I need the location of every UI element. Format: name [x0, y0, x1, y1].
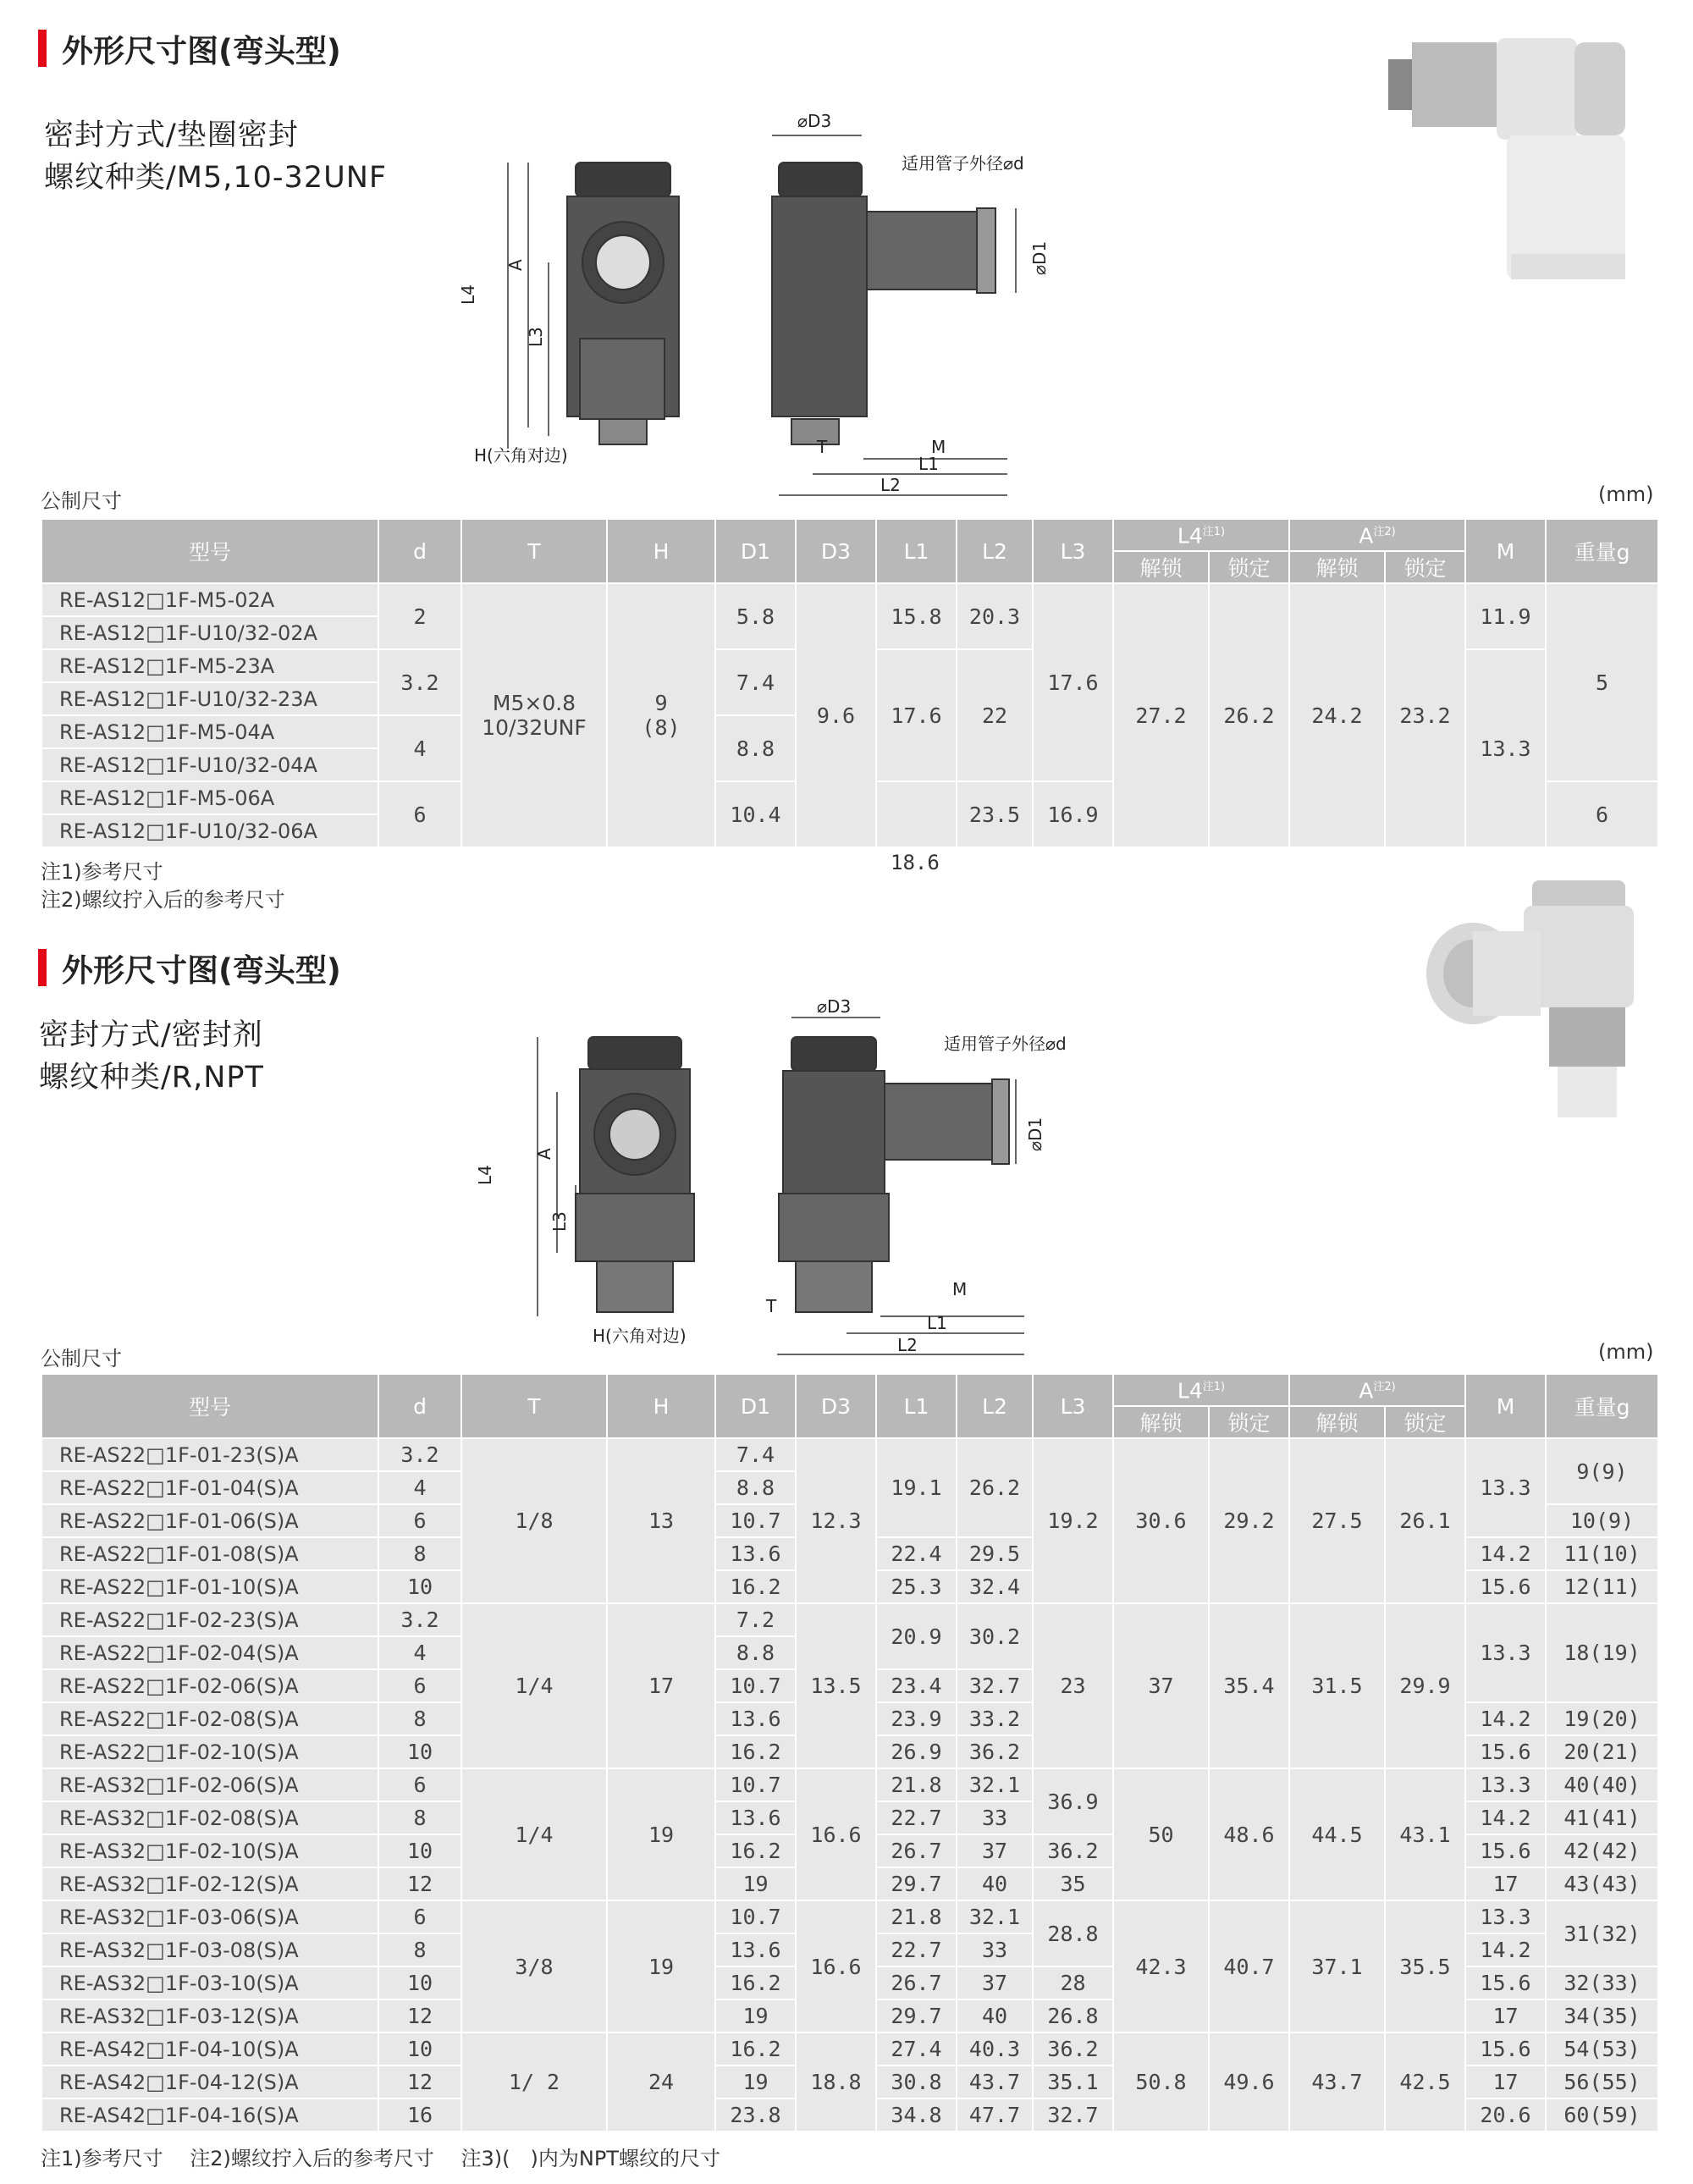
header-l4-lock: 锁定: [1209, 1406, 1289, 1438]
seal-method: 密封方式/密封剂: [39, 1018, 263, 1052]
section2-unit: (mm): [1598, 1340, 1654, 1364]
header-d3: D3: [796, 1374, 876, 1438]
label-l3: L3: [526, 327, 546, 347]
section2-product-photo: [1422, 872, 1659, 1126]
header-m: M: [1465, 519, 1546, 583]
label-h: H(六角对边): [474, 445, 568, 466]
header-l4: L4$^{注1)}$: [1113, 1374, 1289, 1406]
front-view: [508, 163, 679, 449]
label-a: A: [505, 259, 526, 271]
label-d1: ⌀D1: [1029, 240, 1050, 275]
label-l2: L2: [880, 475, 901, 495]
table-row: RE-AS12□1F-U10/32-23A: [41, 682, 378, 715]
header-l4-lock: 锁定: [1209, 551, 1289, 583]
label-d1: ⌀D1: [1025, 1117, 1045, 1151]
header-d1: D1: [715, 519, 796, 583]
header-l2: L2: [957, 1374, 1033, 1438]
side-view: [777, 1018, 1024, 1354]
table-row: RE-AS22□1F-01-10(S)A: [41, 1570, 378, 1603]
label-l1: L1: [927, 1313, 947, 1333]
header-model: 型号: [41, 1374, 378, 1438]
thread-type: 螺纹种类/M5,10-32UNF: [44, 161, 388, 195]
section1-title: 外形尺寸图(弯头型): [38, 25, 341, 71]
section1-table: 型号 d T H D1 D3 L1 L2 L3 L4$^{注1)}$ $A^{注2)}$ M 重量g 解锁 锁定 解锁 锁定 RE-AS12□1F-M5-02A 2 M5×0.8 10/32UNF 9 (8) 5.8 9.6 15.8 20.3 17.6 27.2 26.2 24.2 23.2 11.9 5 RE-AS12□1F-U10/32-02A RE-AS12□1F-M5-23A 3.2 7.4 17.6 22 13.3 RE-AS12□1F-U10/32-23A RE-AS12□1F-M5-04A 4 8.8 RE-AS12□1F-U10/32-04A RE-AS12□1F-M5-06A 6 10.4 23.5 16.9 6 RE-AS12□1F-U10/32-06A: [41, 518, 1659, 848]
table-row: RE-AS32□1F-02-10(S)A: [41, 1834, 378, 1867]
header-l4-unlock: 解锁: [1113, 1406, 1209, 1438]
label-l1: L1: [918, 454, 939, 474]
section1-unit-label: 公制尺寸: [41, 489, 122, 513]
section1-spec: [44, 114, 387, 199]
table-row: RE-AS12□1F-M5-06A: [41, 781, 378, 814]
label-l3: L3: [549, 1211, 570, 1232]
label-l4: L4: [458, 284, 478, 305]
table-row: RE-AS22□1F-02-08(S)A: [41, 1702, 378, 1735]
table-row: RE-AS12□1F-U10/32-04A: [41, 748, 378, 781]
table-row: RE-AS32□1F-03-10(S)A: [41, 1966, 378, 1999]
side-view: [772, 135, 1016, 495]
label-h: H(六角对边): [593, 1326, 687, 1346]
table-row: RE-AS22□1F-01-08(S)A: [41, 1537, 378, 1570]
table-row: RE-AS22□1F-01-04(S)A: [41, 1471, 378, 1504]
section1-product-photo: [1371, 25, 1659, 296]
header-weight: 重量g: [1546, 519, 1658, 583]
header-t: T: [461, 1374, 607, 1438]
note-2: 注2)螺纹拧入后的参考尺寸: [41, 888, 285, 912]
section2-spec: [39, 1014, 264, 1099]
table-row: RE-AS22□1F-01-06(S)A: [41, 1504, 378, 1537]
table-row: RE-AS42□1F-04-10(S)A: [41, 2032, 378, 2065]
header-model: 型号: [41, 519, 378, 583]
header-l2: L2: [957, 519, 1033, 583]
header-l4-unlock: 解锁: [1113, 551, 1209, 583]
table-row: RE-AS32□1F-03-08(S)A: [41, 1933, 378, 1966]
title-accent-bar: [38, 949, 47, 986]
section2-table: 型号 d T H D1 D3 L1 L2 L3 L4$^{注1)}$ $A^{注2)}$ M 重量g 解锁 锁定 解锁 锁定 RE-AS22□1F-01-23(S)A 3.2 1/8 13 7.4 12.3 19.1 26.2 19.2 30.6 29.2 27.5 26.1 13.3 9(9) RE-AS22□1F-01-04(S)A 4 8.8 RE-AS22□1F-01-06(S)A 6 10.7 10(9) RE-AS22□1F-01-08(S)A 8 13.6 22.4 29.5 14.2 11(10) RE-AS22□1F-01-10(S)A 10 16.2 25.3 32.4 15.6 12(11) RE-AS22□1F-02-23(S)A 3.2 1/4 17 7.2 13.5 20.9 30.2 23 37 35.4 31.5 29.9 13.3 18(19) RE-AS22□1F-02-04(S)A 4 8.8 RE-AS22□1F-02-06(S)A 6 10.7 23.4 32.7 RE-AS22□1F-02-08(S)A 8 13.6 23.9 33.2 14.2 19(20) RE-AS22□1F-02-10(S)A 10 16.2 26.9 36.2 15.6 20(21) RE-AS32□1F-02-06(S)A 6 1/4 19 10.7 16.6 21.8 32.1 36.9 50 48.6 44.5 43.1 13.3 40(40) RE-AS32□1F-02-08(S)A 8 13.6 22.7 33 14.2 41(41) RE-AS32□1F-02-10(S)A 10 16.2 26.7 37 36.2 15.6 42(42) RE-AS32□1F-02-12(S)A 12 19 29.7 40 35 17 43(43) RE-AS32□1F-03-06(S)A 6 3/8 19 10.7 16.6 21.8 32.1 28.8 42.3 40.7 37.1 35.5 13.3 31(32) RE-AS32□1F-03-08(S)A 8 13.6 22.7 33 14.2 RE-AS32□1F-03-10(S)A 10 16.2 26.7 37 28 15.6 32(33) RE-AS32□1F-03-12(S)A 12 19 29.7 40 26.8 17 34(35) RE-AS42□1F-04-10(S)A 10 1/ 2 24 16.2 18.8 27.4 40.3 36.2 50.8 49.6 43.7 42.5 15.6 54(53) RE-AS42□1F-04-12(S)A 12 19 30.8 43.7 35.1 17 56(55) RE-AS42□1F-04-16(S)A 16 23.8 34.8 47.7 32.7 20.6 60(59): [41, 1373, 1659, 2132]
table-row: RE-AS12□1F-M5-02A: [41, 583, 378, 616]
section2-unit-label: 公制尺寸: [41, 1347, 122, 1371]
thread-type: 螺纹种类/R,NPT: [39, 1061, 264, 1095]
label-tube-od: 适用管子外径⌀d: [944, 1034, 1067, 1054]
table-row: RE-AS22□1F-01-23(S)A: [41, 1438, 378, 1471]
section2-title: 外形尺寸图(弯头型): [38, 945, 341, 990]
label-d3: ⌀D3: [817, 999, 852, 1017]
header-l3: L3: [1033, 519, 1113, 583]
label-a: A: [534, 1148, 554, 1160]
table-row: RE-AS12□1F-M5-23A: [41, 649, 378, 682]
label-l4: L4: [475, 1165, 495, 1185]
header-h: H: [607, 519, 715, 583]
section1-unit: (mm): [1598, 483, 1654, 506]
table-row: RE-AS22□1F-02-06(S)A: [41, 1669, 378, 1702]
label-t: T: [817, 437, 828, 457]
header-d3: D3: [796, 519, 876, 583]
table-row: RE-AS12□1F-M5-04A: [41, 715, 378, 748]
seal-method: 密封方式/垫圈密封: [44, 119, 299, 152]
section2-dimension-drawing: [457, 999, 1084, 1363]
label-t: T: [766, 1296, 777, 1316]
header-a-unlock: 解锁: [1289, 1406, 1385, 1438]
header-l4: L4$^{注1)}$: [1113, 519, 1289, 551]
table-row: RE-AS32□1F-03-06(S)A: [41, 1900, 378, 1933]
header-a-lock: 锁定: [1385, 1406, 1465, 1438]
header-t: T: [461, 519, 607, 583]
table-row: RE-AS12□1F-U10/32-06A: [41, 814, 378, 847]
header-d1: D1: [715, 1374, 796, 1438]
label-m: M: [931, 437, 946, 457]
table-row: RE-AS22□1F-02-23(S)A: [41, 1603, 378, 1636]
table-row: RE-AS22□1F-02-04(S)A: [41, 1636, 378, 1669]
header-a: $A^{注2)}$: [1289, 1374, 1465, 1406]
header-a-unlock: 解锁: [1289, 551, 1385, 583]
table-row: RE-AS32□1F-02-08(S)A: [41, 1801, 378, 1834]
section2-notes: 注1)参考尺寸 注2)螺纹拧入后的参考尺寸 注3)( )内为NPT螺纹的尺寸: [41, 2147, 720, 2170]
header-d: d: [378, 519, 461, 583]
title-accent-bar: [38, 30, 47, 67]
label-m: M: [952, 1279, 968, 1299]
note-1: 注1)参考尺寸: [41, 860, 163, 884]
table-row: RE-AS42□1F-04-16(S)A: [41, 2099, 378, 2132]
header-m: M: [1465, 1374, 1546, 1438]
table-row: RE-AS32□1F-02-06(S)A: [41, 1768, 378, 1801]
header-l3: L3: [1033, 1374, 1113, 1438]
label-l2: L2: [897, 1335, 918, 1355]
header-a-lock: 锁定: [1385, 551, 1465, 583]
table-row: RE-AS32□1F-02-12(S)A: [41, 1867, 378, 1900]
header-l1: L1: [876, 1374, 957, 1438]
header-h: H: [607, 1374, 715, 1438]
table-row: RE-AS42□1F-04-12(S)A: [41, 2065, 378, 2099]
table-row: RE-AS12□1F-U10/32-02A: [41, 616, 378, 649]
front-view: [538, 1037, 694, 1316]
label-tube-od: 适用管子外径⌀d: [902, 153, 1024, 174]
section1-dimension-drawing: [457, 102, 1084, 508]
header-l1: L1: [876, 519, 957, 583]
header-weight: 重量g: [1546, 1374, 1658, 1438]
table-row: RE-AS22□1F-02-10(S)A: [41, 1735, 378, 1768]
stray-value: 18.6: [891, 851, 940, 874]
table-row: RE-AS32□1F-03-12(S)A: [41, 1999, 378, 2032]
header-a: $A^{注2)}$: [1289, 519, 1465, 551]
label-d3: ⌀D3: [797, 111, 832, 131]
header-d: d: [378, 1374, 461, 1438]
